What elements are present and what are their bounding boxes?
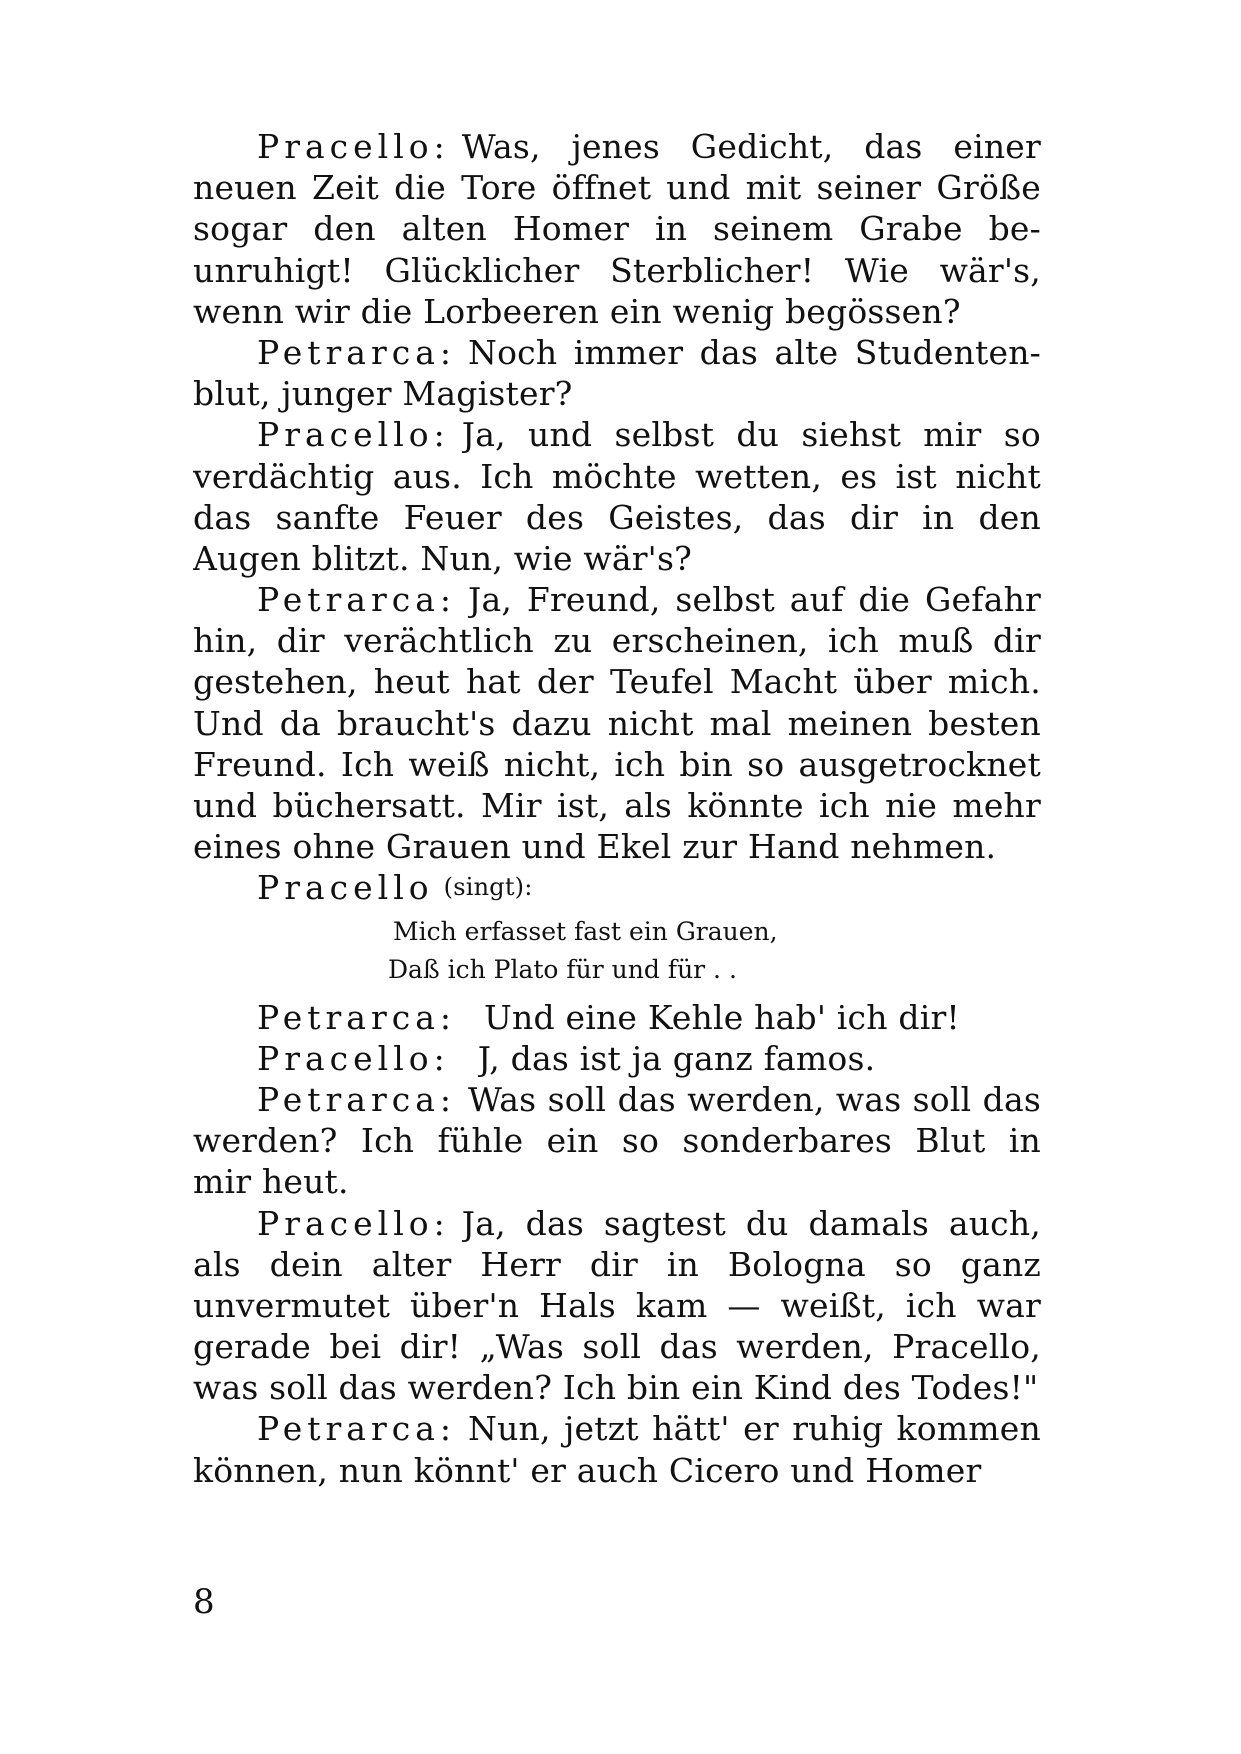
line-text: Ja, das sagtest du damals auch, [461, 1203, 1041, 1243]
line-text: unvermutet über'n Hals kam — weißt, ich war [193, 1285, 1041, 1325]
speech-first-line [193, 1079, 1041, 1120]
speech-first-line [193, 1203, 1041, 1244]
text-line [193, 1326, 1041, 1367]
line-text: blut, junger Magister? [193, 374, 573, 414]
speaker-name: Pracello: [257, 1203, 450, 1243]
text-line [193, 456, 1041, 497]
line-text: Was, jenes Gedicht, das einer [461, 127, 1041, 166]
line-text: verdächtig aus. Ich möchte wetten, es ist nicht [193, 456, 1041, 496]
line-text: gestehen, heut hat der Teufel Macht über mich. [193, 662, 1041, 702]
line-text: Und da braucht's dazu nicht mal meinen besten [193, 703, 1041, 743]
speech-first-line [193, 1408, 1041, 1449]
text-line [193, 373, 1041, 414]
line-text: Ja, und selbst du siehst mir so [461, 415, 1041, 455]
song-verse-line: Mich erfasset fast ein Grauen, [393, 916, 778, 946]
line-text: Nun, jetzt hätt' er ruhig kommen [468, 1409, 1041, 1449]
line-text: mir heut. [193, 1162, 349, 1202]
stage-direction: (singt): [443, 873, 533, 902]
speaker-name: Pracello: [257, 415, 450, 455]
line-text: und büchersatt. Mir ist, als könnte ich nie mehr [193, 786, 1041, 825]
speaker-name: Petrarca: [257, 580, 457, 620]
text-line [193, 538, 1041, 579]
text-line [193, 785, 1041, 826]
speech-first-line [193, 579, 1041, 620]
speech-first-line [193, 332, 1041, 373]
speaker-name: Pracello [257, 868, 434, 908]
text-line [193, 620, 1041, 661]
song-verse-line: Daß ich Plato für und für . . [388, 954, 737, 984]
line-text: was soll das werden? Ich bin ein Kind des Todes!" [193, 1368, 1039, 1408]
line-text: hin, dir verächtlich zu erscheinen, ich muß dir [193, 621, 1041, 661]
text-line [193, 1450, 1041, 1491]
speaker-name: Petrarca: [257, 997, 457, 1037]
line-text: Freund. Ich weiß nicht, ich bin so ausgetrocknet [193, 744, 1041, 784]
speech-first-line [193, 414, 1041, 455]
line-text: Ja, Freund, selbst auf die Gefahr [468, 580, 1041, 620]
line-text: wenn wir die Lorbeeren ein wenig begössen? [193, 291, 961, 331]
page-number: 8 [193, 1582, 215, 1622]
text-line [193, 744, 1041, 785]
line-text: neuen Zeit die Tore öffnet und mit seiner Größe [193, 168, 1041, 208]
text-line [193, 291, 1041, 332]
line-text: Und eine Kehle hab' ich dir! [484, 997, 960, 1037]
line-text: sogar den alten Homer in seinem Grabe be- [193, 209, 1041, 249]
line-text: Augen blitzt. Nun, wie wär's? [193, 538, 692, 578]
text-line [193, 497, 1041, 538]
line-text: J, das ist ja ganz famos. [477, 1038, 876, 1078]
text-line [193, 1244, 1041, 1285]
text-line [193, 1161, 1041, 1202]
speech-first-line [193, 997, 1041, 1038]
text-line [193, 826, 1041, 867]
speaker-name: Petrarca: [257, 332, 457, 372]
line-text: Was soll das werden, was soll das [468, 1079, 1041, 1119]
line-text: können, nun könnt' er auch Cicero und Homer [193, 1450, 982, 1490]
speaker-name: Petrarca: [257, 1409, 457, 1449]
body-text [193, 126, 1041, 1491]
text-line [193, 661, 1041, 702]
text-line [193, 167, 1041, 208]
speech-first-line [193, 126, 1041, 167]
text-line [193, 703, 1041, 744]
line-text: gerade bei dir! „Was soll das werden, Pracello, [193, 1327, 1041, 1367]
line-text: das sanfte Feuer des Geistes, das dir in den [193, 497, 1041, 537]
text-line [193, 1120, 1041, 1161]
speaker-name: Petrarca: [257, 1079, 457, 1119]
line-text: eines ohne Grauen und Ekel zur Hand nehmen. [193, 827, 997, 867]
speaker-name: Pracello: [257, 127, 450, 166]
speech-first-line [193, 1038, 1041, 1079]
line-text: unruhigt! Glücklicher Sterblicher! Wie wär's, [193, 250, 1041, 290]
line-text: Noch immer das alte Studenten- [468, 332, 1041, 372]
text-line [193, 250, 1041, 291]
text-line [193, 208, 1041, 249]
line-text: werden? Ich fühle ein so sonderbares Blut in [193, 1121, 1041, 1161]
line-text: als dein alter Herr dir in Bologna so ganz [193, 1244, 1041, 1284]
speaker-name: Pracello: [257, 1038, 450, 1078]
text-line [193, 1367, 1041, 1408]
song-intro [193, 867, 1041, 908]
text-line [193, 1285, 1041, 1326]
